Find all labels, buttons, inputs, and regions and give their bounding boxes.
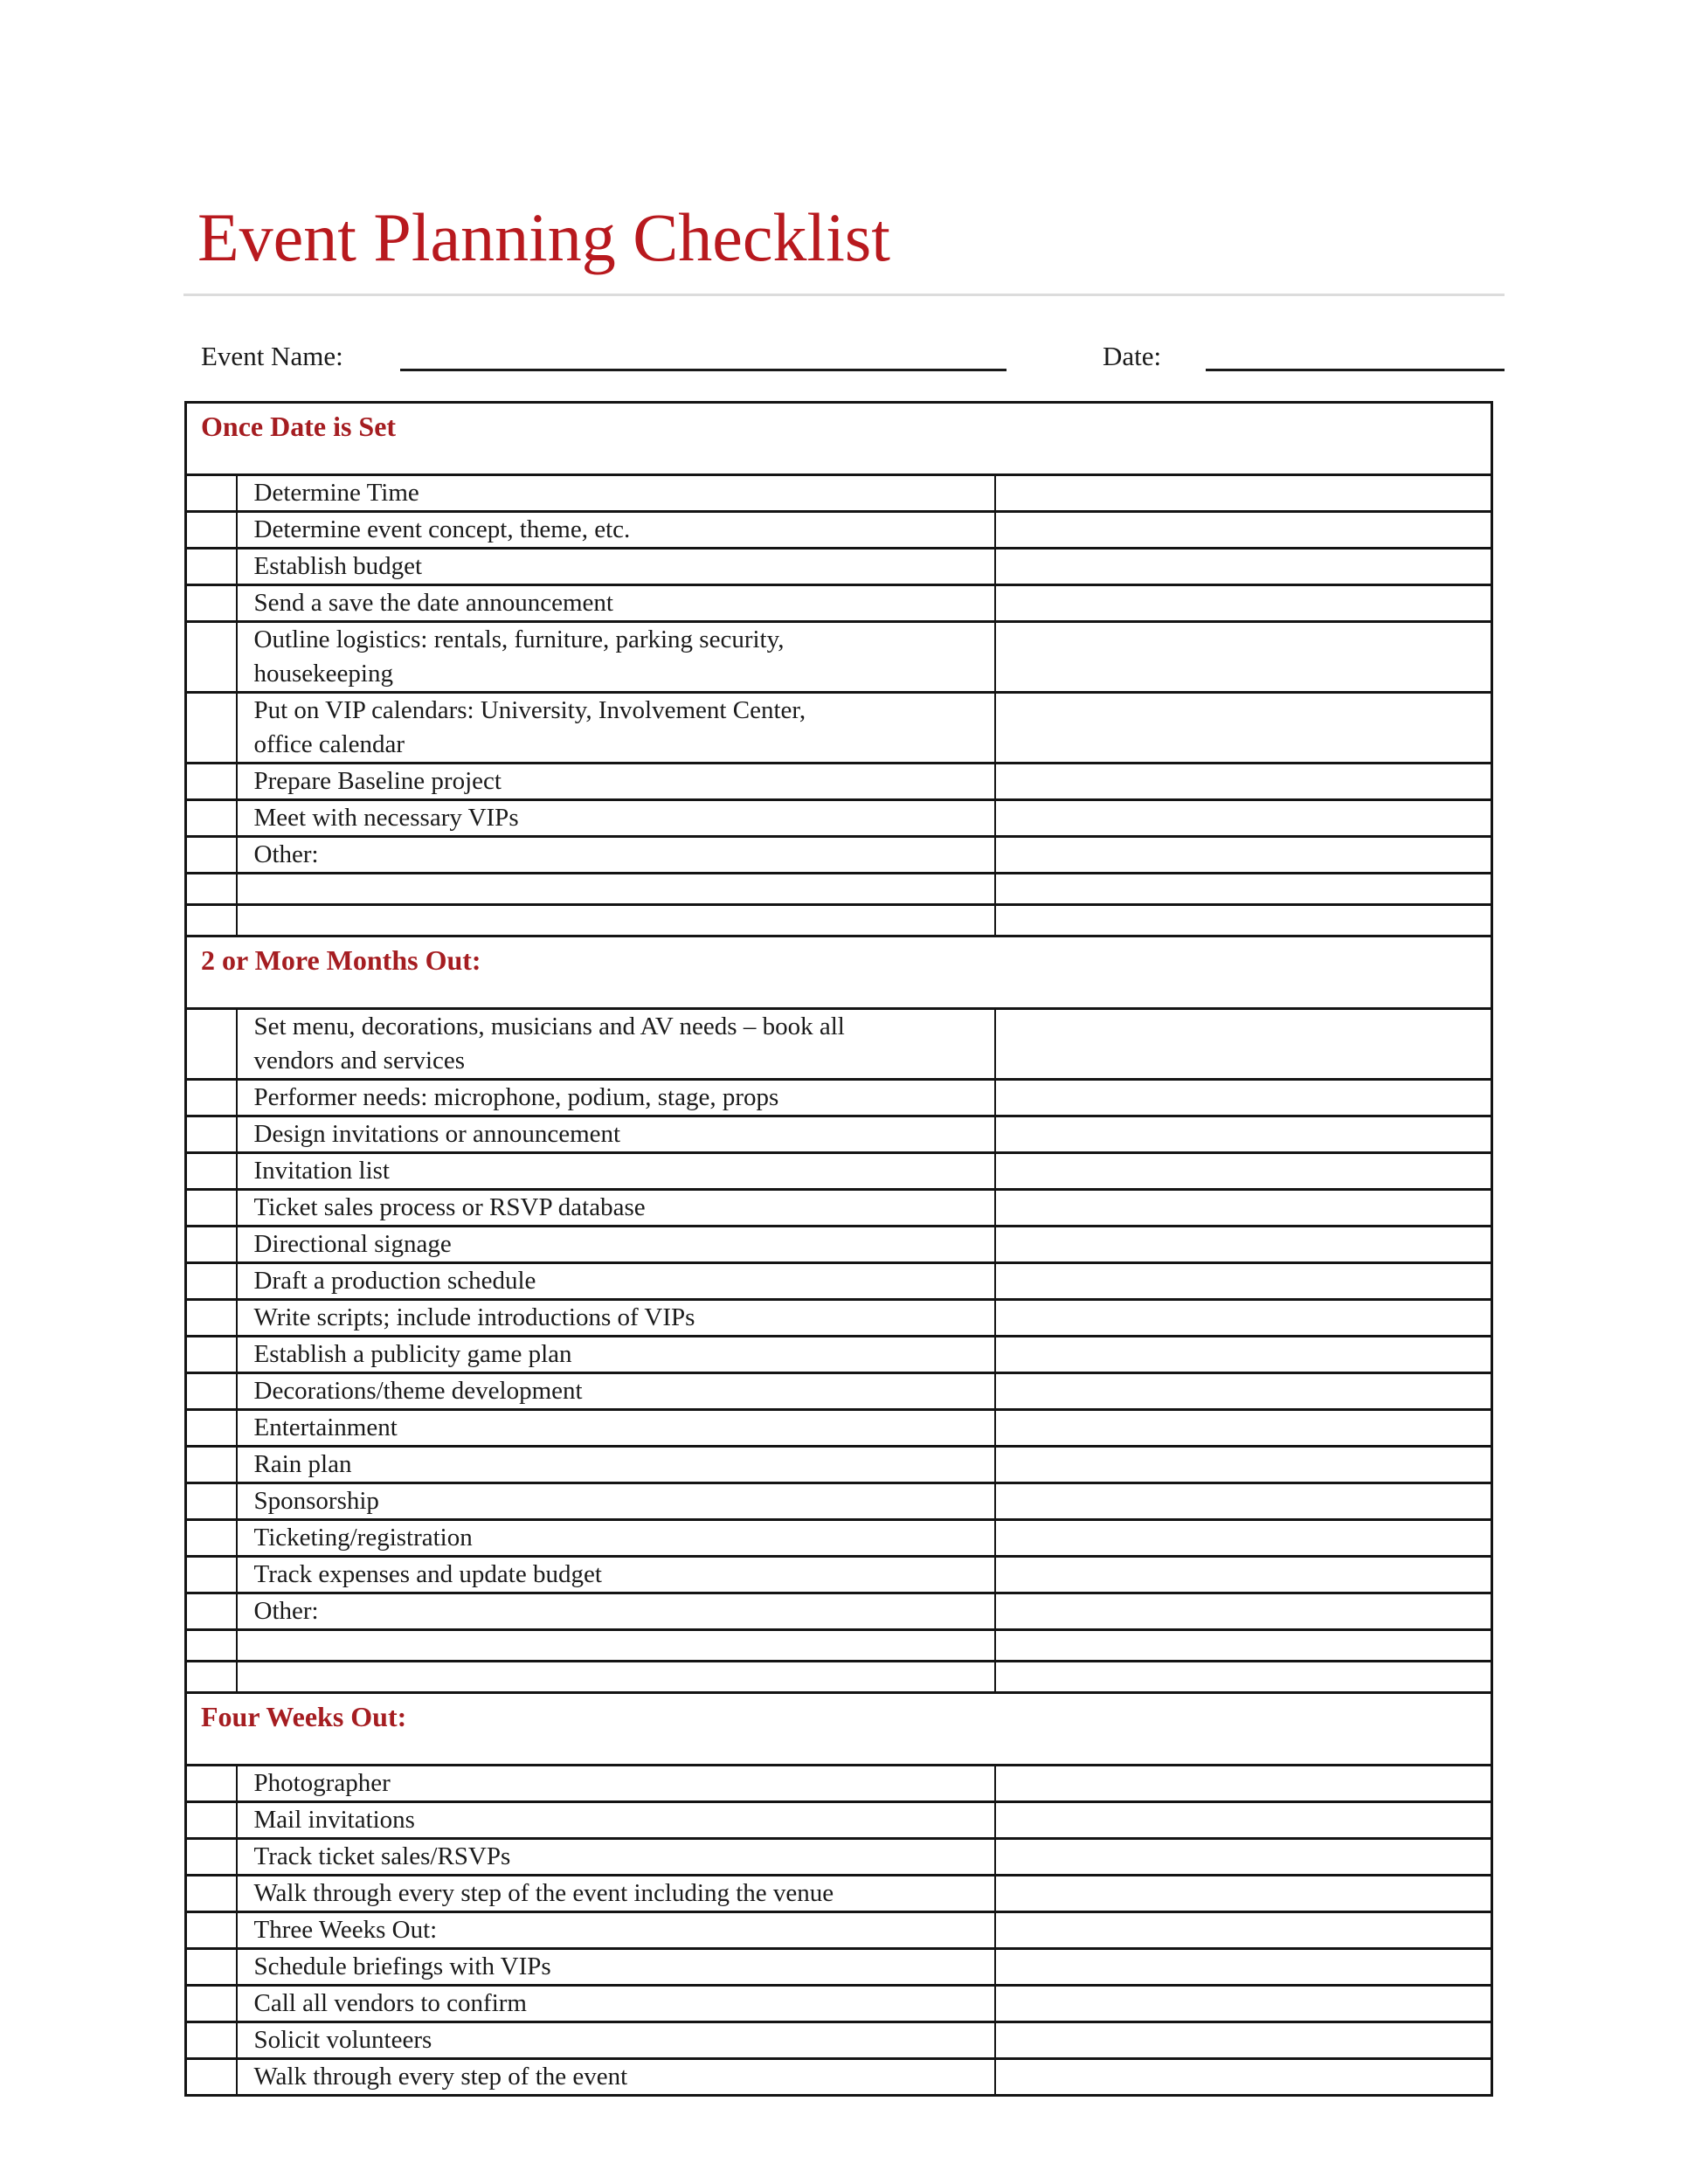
checkbox-cell[interactable]: [186, 693, 237, 764]
checkbox-cell[interactable]: [186, 1153, 237, 1190]
event-name-input-line[interactable]: [400, 348, 1007, 371]
table-row: [186, 1447, 1492, 1483]
task-label: Photographer: [237, 1766, 995, 1802]
task-label: Prepare Baseline project: [237, 764, 995, 800]
table-row: [186, 1373, 1492, 1410]
task-label: Establish budget: [237, 549, 995, 585]
notes-cell[interactable]: [995, 1300, 1492, 1337]
notes-cell[interactable]: [995, 1373, 1492, 1410]
table-row: [186, 1009, 1492, 1080]
notes-cell[interactable]: [995, 1153, 1492, 1190]
task-label: Sponsorship: [237, 1483, 995, 1520]
notes-cell[interactable]: [995, 1410, 1492, 1447]
task-label: Mail invitations: [237, 1802, 995, 1839]
checkbox-cell[interactable]: [186, 1986, 237, 2022]
table-row: [186, 1227, 1492, 1263]
section-header-row: [186, 1693, 1492, 1766]
task-label: Track ticket sales/RSVPs: [237, 1839, 995, 1876]
notes-cell[interactable]: [995, 1557, 1492, 1593]
table-row: [186, 764, 1492, 800]
task-label: Determine event concept, theme, etc.: [237, 512, 995, 549]
table-row: [186, 622, 1492, 693]
checkbox-cell[interactable]: [186, 1949, 237, 1986]
checkbox-cell[interactable]: [186, 2059, 237, 2096]
table-row: [186, 1630, 1492, 1662]
task-label: Establish a publicity game plan: [237, 1337, 995, 1373]
table-row: [186, 800, 1492, 837]
task-label: Walk through every step of the event including the venue: [237, 1876, 995, 1912]
checkbox-cell[interactable]: [186, 1227, 237, 1263]
checkbox-cell[interactable]: [186, 1802, 237, 1839]
section-heading: Four Weeks Out:: [186, 1693, 1492, 1766]
notes-cell[interactable]: [995, 1662, 1492, 1693]
task-label: Schedule briefings with VIPs: [237, 1949, 995, 1986]
task-label: Other:: [237, 1593, 995, 1630]
table-row: [186, 1593, 1492, 1630]
notes-cell[interactable]: [995, 1839, 1492, 1876]
checkbox-cell[interactable]: [186, 1190, 237, 1227]
notes-cell[interactable]: [995, 475, 1492, 512]
table-row: [186, 2022, 1492, 2059]
notes-cell[interactable]: [995, 585, 1492, 622]
checkbox-cell[interactable]: [186, 1557, 237, 1593]
notes-cell[interactable]: [995, 1520, 1492, 1557]
task-label: Directional signage: [237, 1227, 995, 1263]
task-label: Entertainment: [237, 1410, 995, 1447]
checkbox-cell[interactable]: [186, 1630, 237, 1662]
table-row: [186, 1080, 1492, 1116]
table-row: [186, 1410, 1492, 1447]
checkbox-cell[interactable]: [186, 1337, 237, 1373]
notes-cell[interactable]: [995, 1190, 1492, 1227]
notes-cell[interactable]: [995, 1949, 1492, 1986]
table-row: [186, 1153, 1492, 1190]
table-row: [186, 837, 1492, 874]
table-row: [186, 2059, 1492, 2096]
page-title: Event Planning Checklist: [197, 199, 890, 275]
table-row: [186, 1557, 1492, 1593]
table-row: [186, 1912, 1492, 1949]
notes-cell[interactable]: [995, 512, 1492, 549]
checkbox-cell[interactable]: [186, 905, 237, 936]
date-label: Date:: [1103, 341, 1162, 371]
notes-cell[interactable]: [995, 874, 1492, 905]
notes-cell[interactable]: [995, 1766, 1492, 1802]
table-row: [186, 693, 1492, 764]
notes-cell[interactable]: [995, 800, 1492, 837]
notes-cell[interactable]: [995, 1986, 1492, 2022]
table-row: [186, 1337, 1492, 1373]
notes-cell[interactable]: [995, 1630, 1492, 1662]
task-label: Send a save the date announcement: [237, 585, 995, 622]
notes-cell[interactable]: [995, 622, 1492, 693]
table-row: [186, 1766, 1492, 1802]
notes-cell[interactable]: [995, 837, 1492, 874]
checkbox-cell[interactable]: [186, 1009, 237, 1080]
checkbox-cell[interactable]: [186, 1447, 237, 1483]
notes-cell[interactable]: [995, 764, 1492, 800]
table-row: [186, 1662, 1492, 1693]
table-row: [186, 585, 1492, 622]
task-label: Write scripts; include introductions of VIPs: [237, 1300, 995, 1337]
checkbox-cell[interactable]: [186, 837, 237, 874]
checkbox-cell[interactable]: [186, 1912, 237, 1949]
notes-cell[interactable]: [995, 1337, 1492, 1373]
checkbox-cell[interactable]: [186, 2022, 237, 2059]
checkbox-cell[interactable]: [186, 1520, 237, 1557]
task-label: Set menu, decorations, musicians and AV needs – book all vendors and services: [237, 1009, 995, 1080]
table-row: [186, 1802, 1492, 1839]
task-label: Call all vendors to confirm: [237, 1986, 995, 2022]
table-row: [186, 1263, 1492, 1300]
table-row: [186, 1190, 1492, 1227]
notes-cell[interactable]: [995, 1080, 1492, 1116]
notes-cell[interactable]: [995, 1447, 1492, 1483]
table-row: [186, 905, 1492, 936]
checkbox-cell[interactable]: [186, 1080, 237, 1116]
table-row: [186, 1520, 1492, 1557]
task-label: Outline logistics: rentals, furniture, parking security, housekeeping: [237, 622, 995, 693]
table-row: [186, 512, 1492, 549]
table-row: [186, 549, 1492, 585]
section-header-row: [186, 936, 1492, 1009]
section-heading: Once Date is Set: [186, 403, 1492, 475]
notes-cell[interactable]: [995, 1912, 1492, 1949]
notes-cell[interactable]: [995, 2059, 1492, 2096]
task-label: Solicit volunteers: [237, 2022, 995, 2059]
notes-cell[interactable]: [995, 549, 1492, 585]
notes-cell[interactable]: [995, 1593, 1492, 1630]
checkbox-cell[interactable]: [186, 475, 237, 512]
table-row: [186, 1116, 1492, 1153]
checkbox-cell[interactable]: [186, 1766, 237, 1802]
notes-cell[interactable]: [995, 905, 1492, 936]
task-label: Meet with necessary VIPs: [237, 800, 995, 837]
task-label: [237, 1630, 995, 1662]
task-label: Design invitations or announcement: [237, 1116, 995, 1153]
notes-cell[interactable]: [995, 1263, 1492, 1300]
notes-cell[interactable]: [995, 693, 1492, 764]
task-label: Ticket sales process or RSVP database: [237, 1190, 995, 1227]
checkbox-cell[interactable]: [186, 1410, 237, 1447]
event-name-label: Event Name:: [201, 341, 343, 371]
checklist-table: [184, 401, 1493, 2097]
task-label: Put on VIP calendars: University, Involvement Center, office calendar: [237, 693, 995, 764]
table-row: [186, 874, 1492, 905]
checkbox-cell[interactable]: [186, 1483, 237, 1520]
title-divider: [183, 294, 1505, 296]
checkbox-cell[interactable]: [186, 512, 237, 549]
task-label: Walk through every step of the event: [237, 2059, 995, 2096]
checkbox-cell[interactable]: [186, 1876, 237, 1912]
checkbox-cell[interactable]: [186, 764, 237, 800]
checkbox-cell[interactable]: [186, 1300, 237, 1337]
table-row: [186, 475, 1492, 512]
checkbox-cell[interactable]: [186, 1373, 237, 1410]
task-label: Decorations/theme development: [237, 1373, 995, 1410]
checkbox-cell[interactable]: [186, 622, 237, 693]
table-row: [186, 1300, 1492, 1337]
checkbox-cell[interactable]: [186, 800, 237, 837]
notes-cell[interactable]: [995, 1802, 1492, 1839]
checkbox-cell[interactable]: [186, 1593, 237, 1630]
notes-cell[interactable]: [995, 2022, 1492, 2059]
checkbox-cell[interactable]: [186, 585, 237, 622]
task-label: Three Weeks Out:: [237, 1912, 995, 1949]
task-label: Performer needs: microphone, podium, stage, props: [237, 1080, 995, 1116]
table-row: [186, 1949, 1492, 1986]
task-label: [237, 1662, 995, 1693]
table-row: [186, 1876, 1492, 1912]
task-label: [237, 905, 995, 936]
notes-cell[interactable]: [995, 1227, 1492, 1263]
notes-cell[interactable]: [995, 1009, 1492, 1080]
task-label: Invitation list: [237, 1153, 995, 1190]
task-label: Determine Time: [237, 475, 995, 512]
checkbox-cell[interactable]: [186, 1116, 237, 1153]
checkbox-cell[interactable]: [186, 549, 237, 585]
notes-cell[interactable]: [995, 1483, 1492, 1520]
task-label: Draft a production schedule: [237, 1263, 995, 1300]
task-label: Ticketing/registration: [237, 1520, 995, 1557]
checkbox-cell[interactable]: [186, 874, 237, 905]
checkbox-cell[interactable]: [186, 1839, 237, 1876]
section-heading: 2 or More Months Out:: [186, 936, 1492, 1009]
task-label: Rain plan: [237, 1447, 995, 1483]
task-label: [237, 874, 995, 905]
notes-cell[interactable]: [995, 1876, 1492, 1912]
checkbox-cell[interactable]: [186, 1263, 237, 1300]
checkbox-cell[interactable]: [186, 1662, 237, 1693]
task-label: Track expenses and update budget: [237, 1557, 995, 1593]
notes-cell[interactable]: [995, 1116, 1492, 1153]
task-label: Other:: [237, 837, 995, 874]
table-row: [186, 1986, 1492, 2022]
date-input-line[interactable]: [1206, 348, 1505, 371]
section-header-row: [186, 403, 1492, 475]
table-row: [186, 1483, 1492, 1520]
table-row: [186, 1839, 1492, 1876]
